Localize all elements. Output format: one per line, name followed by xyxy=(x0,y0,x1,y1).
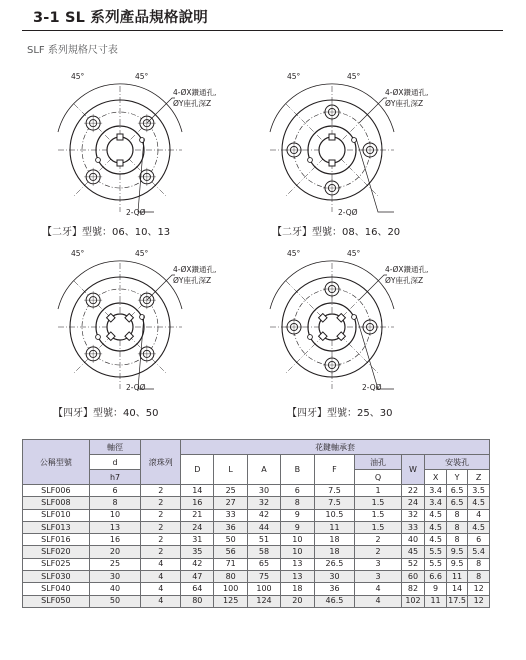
table-row xyxy=(23,583,490,595)
cell-D: 24 xyxy=(181,521,214,533)
cell-D: 21 xyxy=(181,509,214,521)
oil-hole xyxy=(96,158,101,163)
counterbore-spec-label: ØY座孔深Z xyxy=(173,276,212,285)
cell-L: 56 xyxy=(214,546,247,558)
cell-W: 32 xyxy=(401,509,425,521)
cell-X: 4.5 xyxy=(425,509,447,521)
cell-A: 42 xyxy=(247,509,280,521)
cell-model: SLF008 xyxy=(23,497,90,509)
cell-Z: 4 xyxy=(468,509,490,521)
cell-d: 40 xyxy=(89,583,141,595)
cell-model: SLF013 xyxy=(23,521,90,533)
header-shaft: 軸徑 xyxy=(89,440,141,455)
counterbore-spec-label: ØY座孔深Z xyxy=(385,276,424,285)
header-D: D xyxy=(181,455,214,485)
cell-D: 31 xyxy=(181,534,214,546)
cell-B: 6 xyxy=(281,485,314,497)
cell-A: 32 xyxy=(247,497,280,509)
cell-Y: 9.5 xyxy=(446,546,468,558)
oil-hole xyxy=(308,158,313,163)
table-row xyxy=(23,485,490,497)
header-A: A xyxy=(247,455,280,485)
header-flange: 花鍵軸承套 xyxy=(181,440,490,455)
table-row xyxy=(23,509,490,521)
cell-X: 11 xyxy=(425,595,447,607)
cell-Z: 6 xyxy=(468,534,490,546)
cell-Q: 2 xyxy=(355,534,401,546)
cell-A: 58 xyxy=(247,546,280,558)
angle-label-left: 45° xyxy=(287,249,301,258)
counterbore-spec-label: ØY座孔深Z xyxy=(385,99,424,108)
cell-F: 46.5 xyxy=(314,595,355,607)
cell-B: 13 xyxy=(281,558,314,570)
cell-balls: 4 xyxy=(141,571,181,583)
cell-Z: 3.5 xyxy=(468,485,490,497)
cell-A: 30 xyxy=(247,485,280,497)
cell-model: SLF010 xyxy=(23,509,90,521)
cell-F: 18 xyxy=(314,534,355,546)
cell-F: 10.5 xyxy=(314,509,355,521)
header-h7: h7 xyxy=(89,470,141,485)
angle-label-left: 45° xyxy=(287,72,301,81)
shaft-bore xyxy=(107,137,133,163)
oil-hole-label: 2-QØ xyxy=(126,383,146,392)
cell-balls: 2 xyxy=(141,521,181,533)
cell-L: 125 xyxy=(214,595,247,607)
section-subtitle: SLF 系列規格尺寸表 xyxy=(27,45,118,56)
cell-d: 8 xyxy=(89,497,141,509)
cell-L: 27 xyxy=(214,497,247,509)
cell-F: 7.5 xyxy=(314,485,355,497)
cell-d: 30 xyxy=(89,571,141,583)
cell-B: 9 xyxy=(281,509,314,521)
cell-X: 4.5 xyxy=(425,521,447,533)
cell-B: 10 xyxy=(281,546,314,558)
diagram-caption: 【二牙】型號：08、16、20 xyxy=(272,227,401,238)
cell-balls: 4 xyxy=(141,583,181,595)
cell-A: 75 xyxy=(247,571,280,583)
cell-d: 6 xyxy=(89,485,141,497)
header-W: W xyxy=(401,455,425,485)
table-row xyxy=(23,558,490,570)
cell-Z: 5.4 xyxy=(468,546,490,558)
cell-Q: 2 xyxy=(355,546,401,558)
oil-hole-label: 2-QØ xyxy=(126,208,146,217)
cell-D: 14 xyxy=(181,485,214,497)
cell-Q: 1.5 xyxy=(355,509,401,521)
cell-L: 71 xyxy=(214,558,247,570)
cell-balls: 2 xyxy=(141,509,181,521)
cell-X: 3.4 xyxy=(425,485,447,497)
cell-X: 9 xyxy=(425,583,447,595)
cell-A: 100 xyxy=(247,583,280,595)
cell-A: 124 xyxy=(247,595,280,607)
cell-L: 36 xyxy=(214,521,247,533)
counterbore-spec-label: ØY座孔深Z xyxy=(173,99,212,108)
angle-label-left: 45° xyxy=(71,72,85,81)
cell-d: 20 xyxy=(89,546,141,558)
title-divider xyxy=(22,30,503,31)
cell-X: 5.5 xyxy=(425,546,447,558)
header-oil: 油孔 xyxy=(355,455,401,470)
angle-label-right: 45° xyxy=(135,249,149,258)
cell-W: 60 xyxy=(401,571,425,583)
cell-W: 82 xyxy=(401,583,425,595)
cell-model: SLF025 xyxy=(23,558,90,570)
cell-Z: 8 xyxy=(468,558,490,570)
cell-Q: 1.5 xyxy=(355,521,401,533)
cell-X: 4.5 xyxy=(425,534,447,546)
header-Y: Y xyxy=(446,470,468,485)
cell-B: 10 xyxy=(281,534,314,546)
diagram-caption: 【四牙】型號：25、30 xyxy=(287,408,393,419)
spline-tooth xyxy=(117,134,123,140)
cell-B: 18 xyxy=(281,583,314,595)
cell-Y: 9.5 xyxy=(446,558,468,570)
cell-Z: 4.5 xyxy=(468,521,490,533)
cell-F: 36 xyxy=(314,583,355,595)
cell-Y: 8 xyxy=(446,534,468,546)
cell-Q: 3 xyxy=(355,558,401,570)
hole-spec-label: 4-ØX鑽通孔, xyxy=(173,265,217,274)
cell-model: SLF030 xyxy=(23,571,90,583)
cell-Y: 11 xyxy=(446,571,468,583)
cell-Y: 8 xyxy=(446,521,468,533)
spline-tooth xyxy=(329,134,335,140)
cell-d: 25 xyxy=(89,558,141,570)
cell-d: 13 xyxy=(89,521,141,533)
oil-hole-label: 2-QØ xyxy=(338,208,358,217)
cell-W: 102 xyxy=(401,595,425,607)
cell-W: 45 xyxy=(401,546,425,558)
hole-spec-label: 4-ØX鑽通孔, xyxy=(173,88,217,97)
cell-W: 33 xyxy=(401,521,425,533)
cell-Y: 8 xyxy=(446,509,468,521)
cell-L: 25 xyxy=(214,485,247,497)
spline-tooth xyxy=(329,160,335,166)
cell-balls: 2 xyxy=(141,497,181,509)
table-row xyxy=(23,534,490,546)
cell-B: 9 xyxy=(281,521,314,533)
cell-Q: 1 xyxy=(355,485,401,497)
cell-X: 6.6 xyxy=(425,571,447,583)
cell-A: 65 xyxy=(247,558,280,570)
table-row xyxy=(23,571,490,583)
cell-balls: 2 xyxy=(141,485,181,497)
cell-Z: 8 xyxy=(468,571,490,583)
cell-W: 22 xyxy=(401,485,425,497)
cell-X: 3.4 xyxy=(425,497,447,509)
oil-hole-label: 2-QØ xyxy=(362,383,382,392)
cell-Q: 3 xyxy=(355,571,401,583)
cell-L: 80 xyxy=(214,571,247,583)
cell-d: 16 xyxy=(89,534,141,546)
cell-d: 50 xyxy=(89,595,141,607)
cell-Y: 6.5 xyxy=(446,485,468,497)
cell-F: 18 xyxy=(314,546,355,558)
cell-balls: 2 xyxy=(141,546,181,558)
cell-balls: 4 xyxy=(141,558,181,570)
header-L: L xyxy=(214,455,247,485)
cell-L: 50 xyxy=(214,534,247,546)
oil-hole xyxy=(352,138,357,143)
cell-F: 26.5 xyxy=(314,558,355,570)
cell-Y: 17.5 xyxy=(446,595,468,607)
flange-diagram-four-teeth-b xyxy=(267,247,442,397)
cell-Y: 6.5 xyxy=(446,497,468,509)
cell-D: 80 xyxy=(181,595,214,607)
header-X: X xyxy=(425,470,447,485)
table-row xyxy=(23,595,490,607)
oil-hole xyxy=(352,315,357,320)
cell-F: 7.5 xyxy=(314,497,355,509)
cell-model: SLF006 xyxy=(23,485,90,497)
flange-diagram-two-teeth-b xyxy=(267,70,442,220)
cell-Y: 14 xyxy=(446,583,468,595)
cell-A: 44 xyxy=(247,521,280,533)
angle-label-right: 45° xyxy=(347,249,361,258)
header-Z: Z xyxy=(468,470,490,485)
hole-spec-label: 4-ØX鑽通孔, xyxy=(385,265,429,274)
cell-Z: 4.5 xyxy=(468,497,490,509)
angle-label-right: 45° xyxy=(135,72,149,81)
cell-D: 35 xyxy=(181,546,214,558)
cell-W: 24 xyxy=(401,497,425,509)
cell-L: 100 xyxy=(214,583,247,595)
cell-balls: 4 xyxy=(141,595,181,607)
cell-X: 5.5 xyxy=(425,558,447,570)
cell-Q: 4 xyxy=(355,583,401,595)
cell-F: 11 xyxy=(314,521,355,533)
cell-B: 8 xyxy=(281,497,314,509)
cell-Z: 12 xyxy=(468,595,490,607)
cell-A: 51 xyxy=(247,534,280,546)
shaft-bore xyxy=(319,137,345,163)
header-model: 公稱型號 xyxy=(23,440,90,485)
cell-model: SLF020 xyxy=(23,546,90,558)
header-Q: Q xyxy=(355,470,401,485)
cell-model: SLF016 xyxy=(23,534,90,546)
spline-tooth xyxy=(117,160,123,166)
cell-Q: 4 xyxy=(355,595,401,607)
diagram-caption: 【二牙】型號：06、10、13 xyxy=(42,227,171,238)
header-balls: 滾珠列 xyxy=(141,440,181,485)
hole-spec-label: 4-ØX鑽通孔, xyxy=(385,88,429,97)
cell-Q: 1.5 xyxy=(355,497,401,509)
header-F: F xyxy=(314,455,355,485)
cell-Z: 12 xyxy=(468,583,490,595)
page-title: 3-1 SL 系列產品規格說明 xyxy=(33,10,208,26)
cell-B: 20 xyxy=(281,595,314,607)
cell-F: 30 xyxy=(314,571,355,583)
cell-L: 33 xyxy=(214,509,247,521)
table-row xyxy=(23,497,490,509)
angle-label-right: 45° xyxy=(347,72,361,81)
angle-label-left: 45° xyxy=(71,249,85,258)
cell-D: 42 xyxy=(181,558,214,570)
header-mount: 安裝孔 xyxy=(425,455,490,470)
cell-model: SLF050 xyxy=(23,595,90,607)
flange-diagram-four-teeth-a xyxy=(55,247,230,397)
cell-D: 47 xyxy=(181,571,214,583)
cell-D: 16 xyxy=(181,497,214,509)
cell-D: 64 xyxy=(181,583,214,595)
table-row xyxy=(23,521,490,533)
table-row xyxy=(23,546,490,558)
oil-hole xyxy=(96,335,101,340)
cell-W: 40 xyxy=(401,534,425,546)
cell-W: 52 xyxy=(401,558,425,570)
cell-model: SLF040 xyxy=(23,583,90,595)
flange-diagram-two-teeth-a xyxy=(55,70,230,220)
oil-hole xyxy=(308,335,313,340)
cell-B: 13 xyxy=(281,571,314,583)
cell-d: 10 xyxy=(89,509,141,521)
cell-balls: 2 xyxy=(141,534,181,546)
spec-table xyxy=(22,439,490,608)
header-d: d xyxy=(89,455,141,470)
header-B: B xyxy=(281,455,314,485)
diagram-caption: 【四牙】型號：40、50 xyxy=(53,408,159,419)
